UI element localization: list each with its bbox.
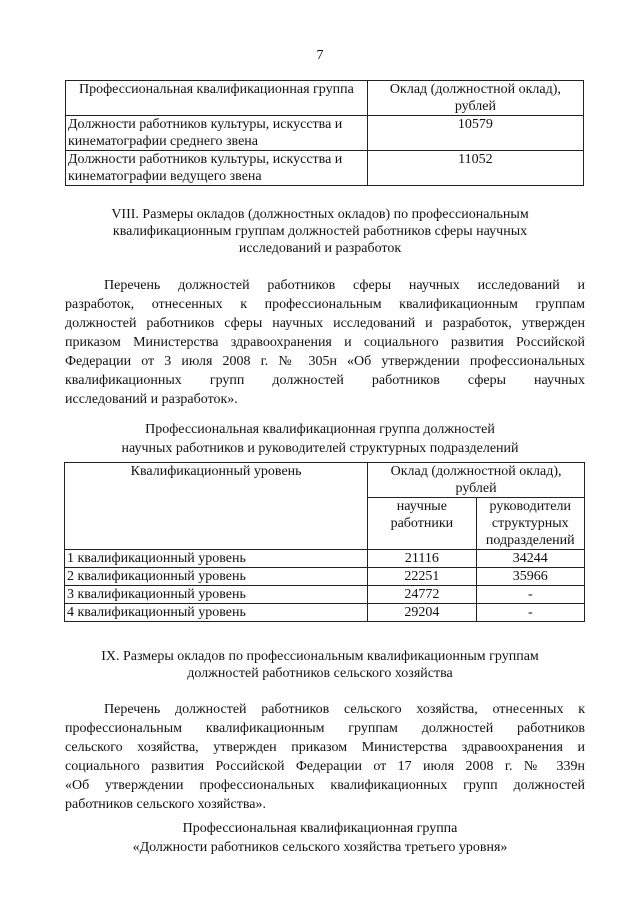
heads-salary-cell: 34244 bbox=[476, 550, 584, 568]
paragraph-line bbox=[65, 333, 585, 352]
paragraph-text: сельского хозяйства, утвержден приказом Министерства здравоохранения и bbox=[65, 740, 585, 755]
table-header-row bbox=[66, 81, 584, 116]
heads-salary-cell: - bbox=[476, 604, 584, 622]
section-8-heading bbox=[0, 206, 640, 257]
level-cell: 2 квалификационный уровень bbox=[65, 568, 368, 586]
paragraph-line bbox=[65, 314, 585, 333]
paragraph-text: социального развития Российской Федерации от 17 июля 2008 г. № 339н bbox=[65, 759, 585, 774]
paragraph-line bbox=[65, 795, 585, 814]
paragraph-line bbox=[65, 719, 585, 738]
paragraph-line bbox=[65, 295, 585, 314]
salary-cell: 10579 bbox=[367, 116, 583, 151]
paragraph-text: Перечень должностей работников сельского хозяйства, отнесенных к bbox=[104, 702, 585, 717]
table-header-row bbox=[65, 463, 585, 498]
heads-salary-cell: - bbox=[476, 586, 584, 604]
heading-line: квалификационным группам должностей работников сферы научных bbox=[112, 224, 528, 239]
section-9-paragraph bbox=[65, 700, 585, 814]
research-salary-cell: 21116 bbox=[368, 550, 476, 568]
paragraph-text: приказом Министерства здравоохранения и социального развития Российской bbox=[65, 335, 585, 350]
research-salary-cell: 22251 bbox=[368, 568, 476, 586]
research-salary-table bbox=[64, 462, 585, 622]
paragraph-line bbox=[65, 276, 585, 295]
paragraph-text: Перечень должностей работников сферы научных исследований и bbox=[104, 278, 585, 293]
heading-line: IX. Размеры окладов по профессиональным квалификационным группам bbox=[101, 649, 539, 664]
level-cell: 3 квалификационный уровень bbox=[65, 586, 368, 604]
heads-salary-cell: 35966 bbox=[476, 568, 584, 586]
heading-line: должностей работников сельского хозяйства bbox=[187, 666, 453, 681]
table-row bbox=[65, 604, 585, 622]
salary-cell: 11052 bbox=[367, 151, 583, 186]
group-cell: Должности работников культуры, искусства и кинематографии ведущего звена bbox=[66, 151, 368, 186]
table-row bbox=[65, 568, 585, 586]
group-title-line: «Должности работников сельского хозяйства третьего уровня» bbox=[132, 840, 508, 855]
section-8-group-title bbox=[0, 420, 640, 458]
paragraph-text: «Об утверждении профессиональных квалификационных групп должностей bbox=[65, 778, 585, 793]
section-8-paragraph bbox=[65, 276, 585, 409]
table-row bbox=[66, 151, 584, 186]
research-salary-cell: 29204 bbox=[368, 604, 476, 622]
paragraph-line bbox=[65, 776, 585, 795]
group-title-line: Профессиональная квалификационная группа должностей bbox=[145, 422, 495, 437]
group-title-line: Профессиональная квалификационная группа bbox=[182, 821, 458, 836]
group-cell: Должности работников культуры, искусства и кинематографии среднего звена bbox=[66, 116, 368, 151]
table-row bbox=[66, 116, 584, 151]
section-9-group-title bbox=[0, 819, 640, 857]
paragraph-text: разработок, отнесенных к профессиональным квалификационным группам bbox=[65, 297, 585, 312]
paragraph-text: квалификационных групп должностей работников сферы научных bbox=[65, 373, 585, 388]
paragraph-text: должностей работников сферы научных исследований и разработок, утвержден bbox=[65, 316, 585, 331]
paragraph-line bbox=[65, 738, 585, 757]
column-header-salary: Оклад (должностной оклад), рублей bbox=[367, 81, 583, 116]
paragraph-text: исследований и разработок». bbox=[65, 392, 238, 407]
paragraph-line bbox=[65, 352, 585, 371]
level-cell: 1 квалификационный уровень bbox=[65, 550, 368, 568]
column-header-group: Профессиональная квалификационная группа bbox=[66, 81, 368, 116]
heading-line: VIII. Размеры окладов (должностных окладов) по профессиональным bbox=[111, 207, 529, 222]
level-cell: 4 квалификационный уровень bbox=[65, 604, 368, 622]
paragraph-text: работников сельского хозяйства». bbox=[65, 797, 267, 812]
group-title-line: научных работников и руководителей структурных подразделений bbox=[121, 441, 519, 456]
table-row bbox=[65, 586, 585, 604]
paragraph-line bbox=[65, 700, 585, 719]
culture-salary-table bbox=[65, 80, 584, 186]
section-9-heading bbox=[0, 648, 640, 682]
paragraph-line bbox=[65, 390, 585, 409]
subheader-research: научные работники bbox=[368, 498, 476, 550]
page-number: 7 bbox=[316, 48, 324, 63]
table-row bbox=[65, 550, 585, 568]
paragraph-line bbox=[65, 757, 585, 776]
subheader-heads: руководители структурных подразделений bbox=[476, 498, 584, 550]
paragraph-line bbox=[65, 371, 585, 390]
paragraph-text: профессиональным квалификационным группам должностей работников bbox=[65, 721, 585, 736]
research-salary-cell: 24772 bbox=[368, 586, 476, 604]
column-header-level: Квалификационный уровень bbox=[65, 463, 368, 550]
column-header-salary: Оклад (должностной оклад), рублей bbox=[368, 463, 585, 498]
heading-line: исследований и разработок bbox=[238, 241, 402, 256]
paragraph-text: Федерации от 3 июля 2008 г. № 305н «Об утверждении профессиональных bbox=[65, 354, 585, 369]
